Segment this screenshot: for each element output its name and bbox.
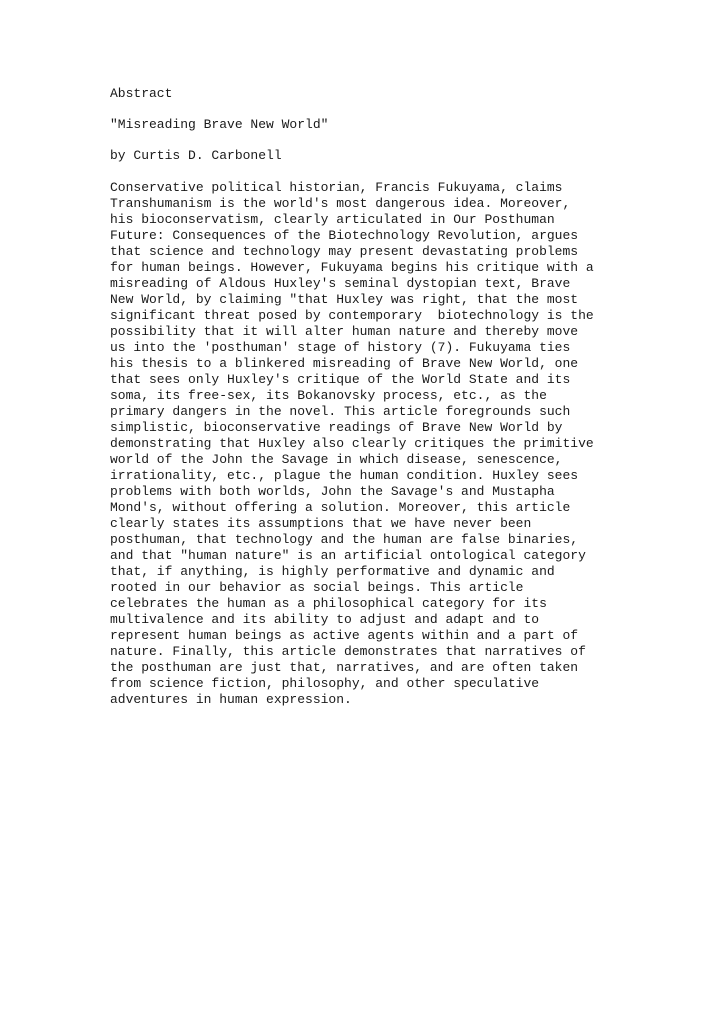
abstract-line: problems with both worlds, John the Savage's and Mustapha: [110, 484, 555, 499]
abstract-line: demonstrating that Huxley also clearly critiques the primitive: [110, 436, 594, 451]
abstract-line: adventures in human expression.: [110, 692, 352, 707]
abstract-line: rooted in our behavior as social beings. This article: [110, 580, 524, 595]
abstract-line: simplistic, bioconservative readings of Brave New World by: [110, 420, 563, 435]
abstract-line: Conservative political historian, Francis Fukuyama, claims: [110, 180, 563, 195]
abstract-line: represent human beings as active agents within and a part of: [110, 628, 579, 643]
abstract-line: his bioconservatism, clearly articulated in Our Posthuman: [110, 212, 555, 227]
author-byline: by Curtis D. Carbonell: [110, 148, 282, 163]
abstract-line: Future: Consequences of the Biotechnology Revolution, argues: [110, 228, 579, 243]
abstract-line: that science and technology may present devastating problems: [110, 244, 579, 259]
abstract-line: Mond's, without offering a solution. Moreover, this article: [110, 500, 571, 515]
abstract-line: Transhumanism is the world's most dangerous idea. Moreover,: [110, 196, 571, 211]
document-content: [110, 86, 630, 708]
abstract-line: his thesis to a blinkered misreading of Brave New World, one: [110, 356, 579, 371]
abstract-line: primary dangers in the novel. This article foregrounds such: [110, 404, 571, 419]
abstract-line: that sees only Huxley's critique of the World State and its: [110, 372, 571, 387]
abstract-line: that, if anything, is highly performative and dynamic and: [110, 564, 555, 579]
abstract-line: misreading of Aldous Huxley's seminal dystopian text, Brave: [110, 276, 571, 291]
abstract-line: for human beings. However, Fukuyama begins his critique with a: [110, 260, 594, 275]
abstract-line: celebrates the human as a philosophical category for its: [110, 596, 547, 611]
abstract-line: and that "human nature" is an artificial ontological category: [110, 548, 586, 563]
abstract-line: New World, by claiming "that Huxley was right, that the most: [110, 292, 579, 307]
abstract-line: significant threat posed by contemporary biotechnology is the: [110, 308, 594, 323]
abstract-line: world of the John the Savage in which disease, senescence,: [110, 452, 563, 467]
abstract-body: [110, 180, 630, 708]
abstract-line: clearly states its assumptions that we have never been: [110, 516, 532, 531]
abstract-line: multivalence and its ability to adjust and adapt and to: [110, 612, 540, 627]
abstract-line: nature. Finally, this article demonstrates that narratives of: [110, 644, 586, 659]
abstract-line: from science fiction, philosophy, and other speculative: [110, 676, 540, 691]
abstract-line: us into the 'posthuman' stage of history (7). Fukuyama ties: [110, 340, 571, 355]
abstract-line: possibility that it will alter human nature and thereby move: [110, 324, 579, 339]
abstract-line: soma, its free-sex, its Bokanovsky process, etc., as the: [110, 388, 547, 403]
abstract-line: posthuman, that technology and the human are false binaries,: [110, 532, 579, 547]
abstract-line: the posthuman are just that, narratives, and are often taken: [110, 660, 579, 675]
abstract-line: irrationality, etc., plague the human condition. Huxley sees: [110, 468, 579, 483]
abstract-heading: Abstract: [110, 86, 173, 101]
paper-title: "Misreading Brave New World": [110, 117, 329, 132]
